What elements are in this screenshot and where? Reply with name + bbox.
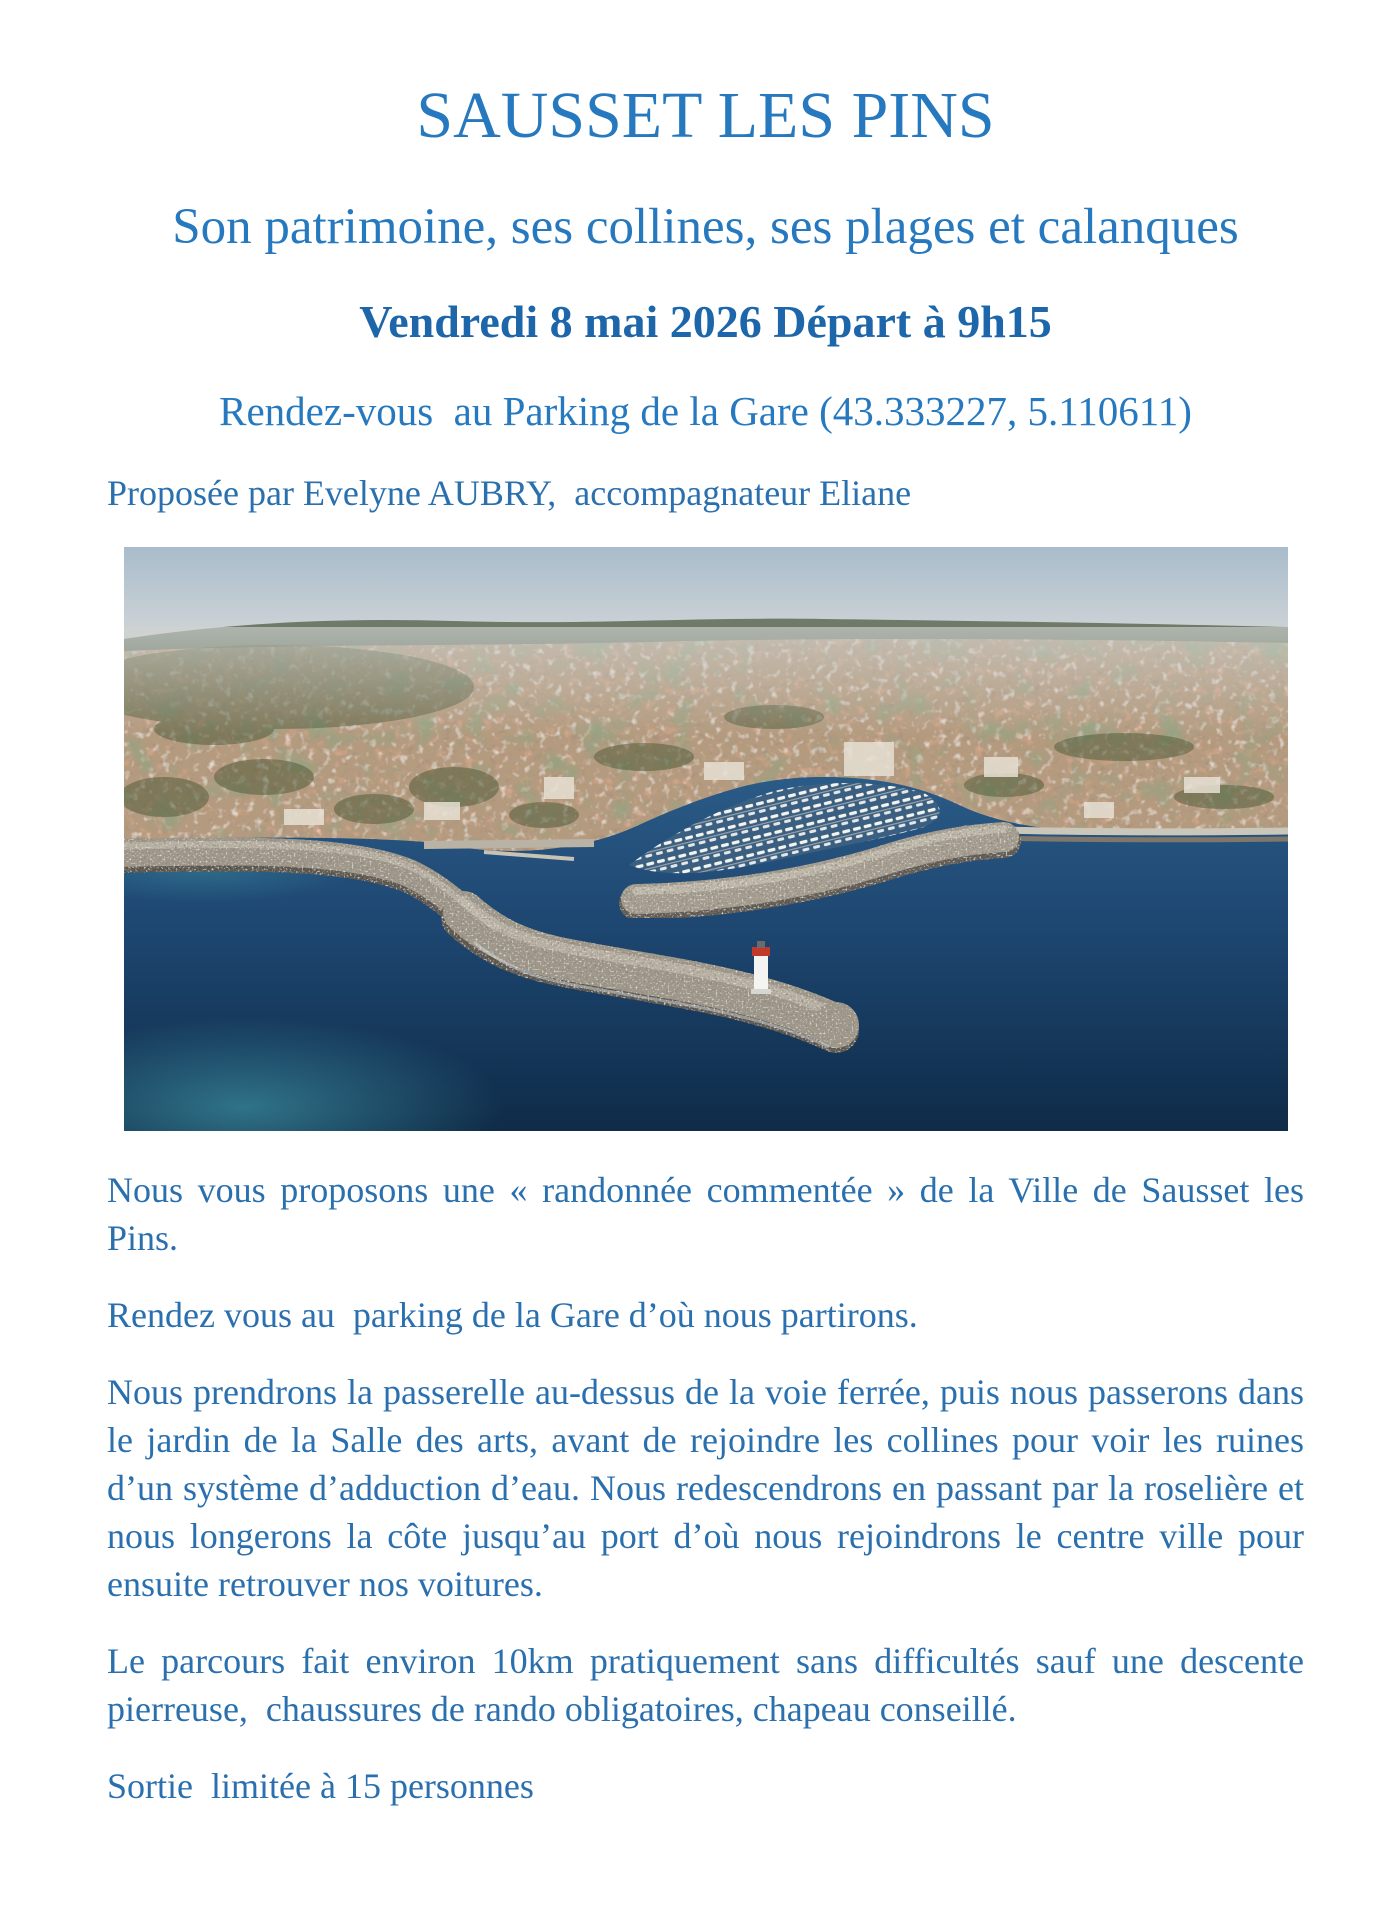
paragraph-line: Nous vous proposons une « randonnée commentée » de la Ville de Sausset les	[107, 1170, 1304, 1210]
paragraph-line: pierreuse, chaussures de rando obligatoires, chapeau conseillé.	[107, 1689, 1017, 1729]
distance-haze	[124, 627, 1288, 737]
paragraph-line: d’un système d’adduction d’eau. Nous redescendrons en passant par la roselière et	[107, 1468, 1304, 1508]
paragraph-meeting	[107, 1291, 1304, 1339]
paragraph-line: Pins.	[107, 1218, 179, 1258]
page-title: SAUSSET LES PINS	[416, 79, 995, 152]
paragraph-line: Nous prendrons la passerelle au-dessus de la voie ferrée, puis nous passerons dans	[107, 1372, 1304, 1412]
event-date: Vendredi 8 mai 2026 Départ à 9h15	[359, 296, 1052, 347]
paragraph-route	[107, 1368, 1304, 1608]
page-subtitle: Son patrimoine, ses collines, ses plages et calanques	[172, 199, 1239, 255]
paragraph-capacity	[107, 1762, 1304, 1810]
harbor-photo	[124, 547, 1288, 1131]
paragraph-line: Rendez vous au parking de la Gare d’où nous partirons.	[107, 1295, 918, 1335]
paragraph-line: le jardin de la Salle des arts, avant de rejoindre les collines pour voir les ruines	[107, 1420, 1304, 1460]
description	[107, 1166, 1304, 1839]
meeting-point: Rendez-vous au Parking de la Gare (43.333227, 5.110611)	[219, 388, 1192, 434]
organizer-line: Proposée par Evelyne AUBRY, accompagnateur Eliane	[107, 473, 912, 513]
quay	[424, 843, 594, 845]
lighthouse	[751, 941, 771, 994]
paragraph-difficulty	[107, 1637, 1304, 1733]
paragraph-line: ensuite retrouver nos voitures.	[107, 1564, 543, 1604]
paragraph-line: Sortie limitée à 15 personnes	[107, 1766, 534, 1806]
paragraph-line: Le parcours fait environ 10km pratiquement sans difficultés sauf une descente	[107, 1641, 1304, 1681]
paragraph-line: nous longerons la côte jusqu’au port d’où nous rejoindrons le centre ville pour	[107, 1516, 1304, 1556]
paragraph-intro	[107, 1166, 1304, 1262]
